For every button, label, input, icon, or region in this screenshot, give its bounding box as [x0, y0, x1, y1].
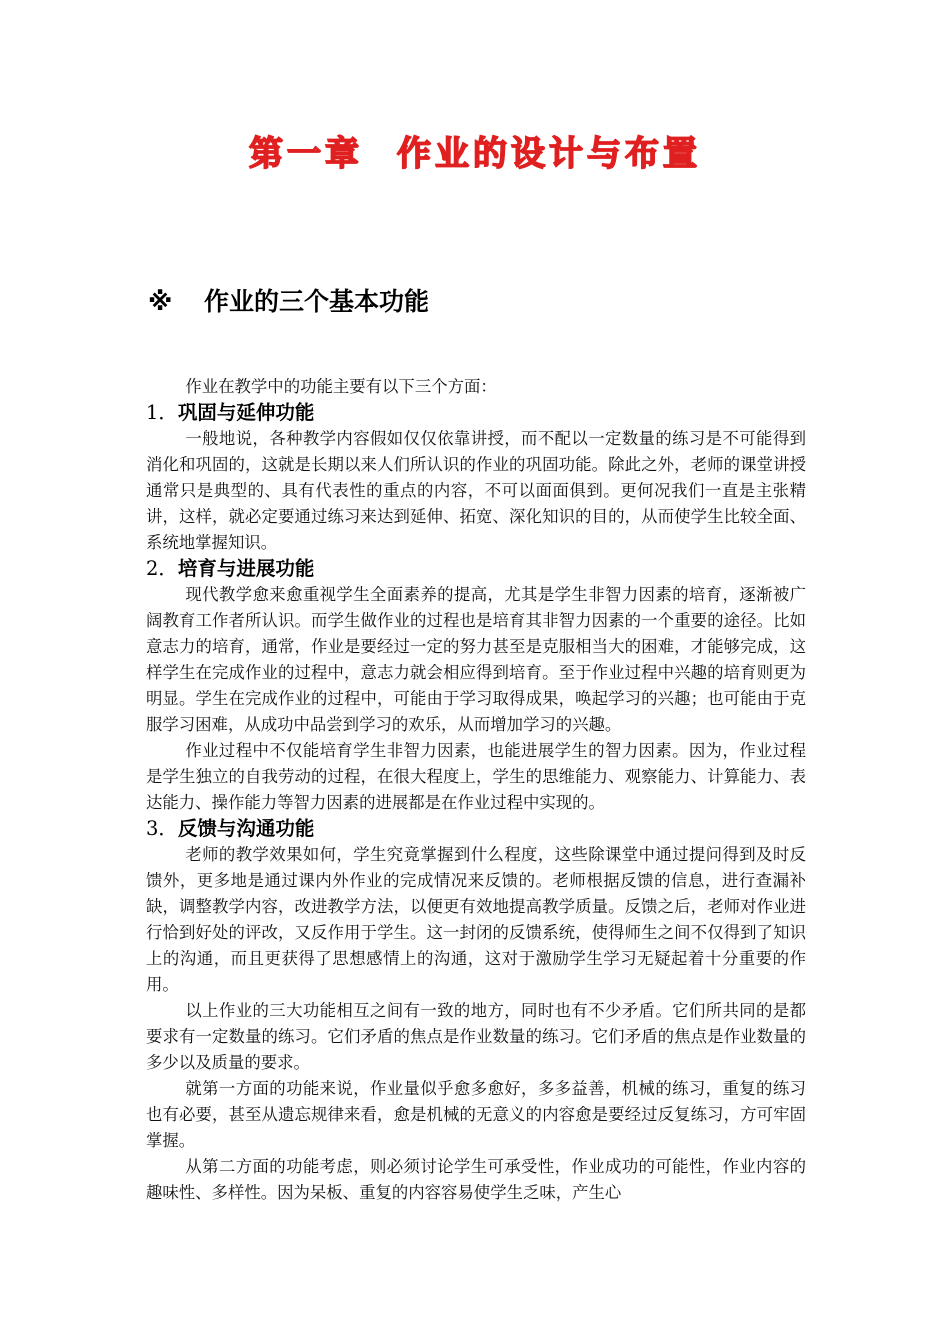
section-title: 作业的三个基本功能 — [204, 287, 430, 316]
document-body — [146, 374, 806, 1206]
chapter-title — [0, 126, 950, 175]
paragraph: 现代教学愈来愈重视学生全面素养的提高，尤其是学生非智力因素的培育，逐渐被广阔教育工作者所认识。而学生做作业的过程也是培育其非智力因素的一个重要的途径。比如意志力的培育，通常，作业是要经过一定的努力甚至是克服相当大的困难，才能够完成，这样学生在完成作业的过程中，意志力就会相应得到培育。至于作业过程中兴趣的培育则更为明显。学生在完成作业的过程中，可能由于学习取得成果，唤起学习的兴趣；也可能由于克服学习困难，从成功中品尝到学习的欢乐，从而增加学习的兴趣。 — [146, 585, 806, 734]
intro-paragraph: 作业在教学中的功能主要有以下三个方面： — [185, 377, 497, 396]
paragraph: 一般地说，各种教学内容假如仅仅依靠讲授，而不配以一定数量的练习是不可能得到消化和巩固的，这就是长期以来人们所认识的作业的巩固功能。除此之外，老师的课堂讲授通常只是典型的、具有代表性的重点的内容，不可以面面俱到。更何况我们一直是主张精讲，这样，就必定要通过练习来达到延伸、拓宽、深化知识的目的，从而使学生比较全面、系统地掌握知识。 — [146, 429, 806, 552]
paragraph: 从第二方面的功能考虑，则必须讨论学生可承受性，作业成功的可能性，作业内容的趣味性、多样性。因为呆板、重复的内容容易使学生乏味，产生心 — [146, 1157, 806, 1202]
paragraph: 就第一方面的功能来说，作业量似乎愈多愈好，多多益善，机械的练习，重复的练习也有必要，甚至从遗忘规律来看，愈是机械的无意义的内容愈是要经过反复练习，方可牢固掌握。 — [146, 1079, 806, 1150]
subsection-heading-3: 3．反馈与沟通功能 — [146, 817, 315, 840]
subsection-heading-2: 2．培育与进展功能 — [146, 557, 315, 580]
section-heading — [148, 282, 429, 318]
subsection-heading-1: 1．巩固与延伸功能 — [146, 401, 315, 424]
reference-mark-icon: ※ — [148, 287, 173, 316]
paragraph: 作业过程中不仅能培育学生非智力因素，也能进展学生的智力因素。因为，作业过程是学生独立的自我劳动的过程，在很大程度上，学生的思维能力、观察能力、计算能力、表达能力、操作能力等智力因素的进展都是在作业过程中实现的。 — [146, 741, 806, 812]
chapter-number: 第一章 — [249, 134, 363, 174]
paragraph: 老师的教学效果如何，学生究竟掌握到什么程度，这些除课堂中通过提问得到及时反馈外，更多地是通过课内外作业的完成情况来反馈的。老师根据反馈的信息，进行查漏补缺，调整教学内容，改进教学方法，以便更有效地提高教学质量。反馈之后，老师对作业进行恰到好处的评改，又反作用于学生。这一封闭的反馈系统，使得师生之间不仅得到了知识上的沟通，而且更获得了思想感情上的沟通，这对于激励学生学习无疑起着十分重要的作用。 — [146, 845, 806, 994]
paragraph: 以上作业的三大功能相互之间有一致的地方，同时也有不少矛盾。它们所共同的是都要求有一定数量的练习。它们矛盾的焦点是作业数量的练习。它们矛盾的焦点是作业数量的多少以及质量的要求。 — [146, 1001, 806, 1072]
chapter-name: 作业的设计与布置 — [397, 134, 701, 174]
